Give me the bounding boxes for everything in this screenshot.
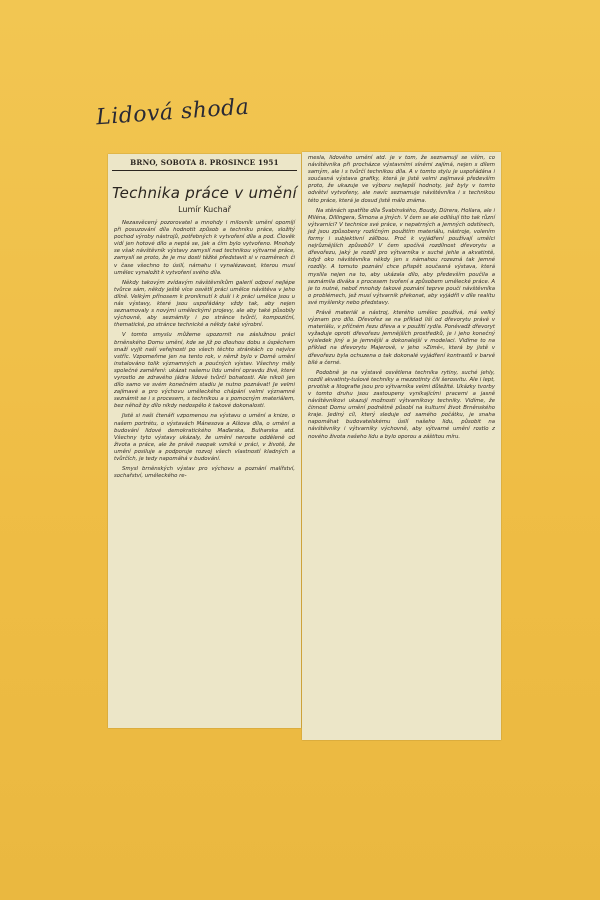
article-paragraph: Právě materiál a nástroj, kterého umělec používá, má velký význam pro dílo. Dřevořez se na příklad liší od dřevorytu právě v materiálu, v příčném řezu dřeva a v použití rydla. Poněvadž dřevoryt vyžaduje oproti dřevořezu jemnějších prostředků, je i jeho konečný výsledek jiný a je jemnější a dokonalejší v modelaci. Vidíme to na příklad na dřevorytu Majerově, v jeho »Zimě«, která by jistě v dřevořezu byla ochuzena o tak dokonalé vyjádření kontrastů v barvě bílé a černé. — [308, 309, 495, 366]
article-headline: Technika práce v umění — [111, 184, 297, 202]
article-paragraph: Podobně je na výstavě osvětlena technika rytiny, suché jehly, rozdíl akvatinty-tušové techniky a mezzotinty čili šerosvitu. Ale i lept, prvotisk a litografie jsou pro výtvarníka velmi důležité. Ukázky tvorby v tomto druhu jsou zastoupeny vynikajícími pracemi a jasně návštěvníkovi ukazují možnosti výtvarníkovy techniky. Vidíme, že činnost Domu umění podnětně působí na kulturní život Brněnského kraje. Jediný cíl, který sleduje od samého počátku, je snaha napomáhat budovatelskému úsilí našeho lidu, působit na návštěvníky i výtvarníky výchovně, aby výtvarné umění rostlo z nového života našeho lidu a bylo oporou a záštitou míru. — [308, 369, 495, 440]
newspaper-clipping-left — [108, 154, 301, 728]
article-body-right — [302, 152, 501, 441]
handwritten-note: Lidová shoda — [95, 94, 251, 131]
article-paragraph: Jistě si naši čtenáři vzpomenou na výstavu o umění a knize, o našem portrétu, o výstavách Mánesova a Alšova díla, o umění a budování lidové demokratického Maďarska, Bulharska atd. Všechny tyto výstavy ukázaly, že umění neroste odděleně od života a práce, ale že právě naopak vzniká v práci, v životě, že umění posiluje a podporuje rozvoj všech vlastností kladných a tvůrčích, je tedy napomáhá v budování. — [114, 413, 295, 462]
article-paragraph: Někdy takovým zvídavým návštěvníkům galerií odpoví nejlépe tvůrce sám, někdy ještě více osvětlí práci umělce návštěva v jeho dílně. Velkým přínosem k proniknutí k duši i k práci umělce jsou u nás výstavy, které jsou uspořádány vždy tak, aby nejen seznamovaly s novými uměleckými projevy, ale aby také působily výchovně, aby seznámily i po stránce tvůrčí, kompoziční, thematické, po stránce technické a někdy také výrobní. — [114, 279, 295, 329]
newspaper-clipping-right — [302, 152, 501, 740]
article-paragraph: Nezasvěcený pozorovatel a mnohdy i milovník umění opomíjí při posuzování díla hodnotit způsob a techniku práce, složitý pochod výroby nástrojů, potřebných k vytvoření díla a pod. Člověk vidí jen hotové dílo a neptá se, jak a čím bylo vytvořeno. Mnohdy se však návštěvník výstavy zamyslí nad technikou výtvarné práce, zamyslí se proto, že je mu dosti těžké představit si v rozměrech či v čase všechno to úsilí, námahu i vynalézavost, kterou musí umělec vynaložit k vytvoření svého díla. — [114, 220, 295, 276]
article-body-left — [108, 220, 301, 480]
article-paragraph: Smysl brněnských výstav pro výchovu a poznání malířství, sochařství, uměleckého re- — [114, 466, 295, 480]
article-paragraph: mesla, lidového umění atd. je v tom, že seznamují se vším, co návštěvníka při procházce výstavními síněmi zajímá, nejen s dílem samým, ale i s tvůrčí technikou díla. A v tomto stylu je uspořádána i současná výstava grafiky, která je jistě velmi zajímavá především proto, že ukazuje ve výboru nejlepší hodnoty, jež byly v tomto odvětví vytvořeny, ale navíc seznamuje návštěvníka i s technikou této práce, která je dosud jistě málo známa. — [308, 155, 495, 204]
article-paragraph: V tomto smyslu můžeme upozornit na záslužnou práci brněnského Domu umění, kde se již po dlouhou dobu s úspěchem snaží vyjít naší veřejnosti po všech těchto stránkách co nejvíce vstříc. Vzpomeňme jen na tento rok, v němž bylo v Domě umění instalováno tolik významných a poučných výstav. Všechny měly společné zaměření: ukázat našemu lidu umění opravdu živé, které vyrostlo ze zdravého jádra lidové tvůrčí bohatosti. Ale nikoli jen dílo samo ve svém konečném stadiu je nutno poznávat! Je velmi zajímavé a pro výchovu uměleckého chápání velmi významné seznámit se i s procesem, s technikou a s pomocným materiálem, bez něhož by dílo nikdy nedospělo k takové dokonalosti. — [114, 332, 295, 410]
article-author: Lumír Kuchař — [178, 205, 231, 214]
article-paragraph: Na stěnách spatříte díla Švabinského, Boudy, Dürera, Hollara, ale i Miléna, Dillingera, Šimona a jiných. V čem se ale odlišují tito tak různí výtvarníci? V technice své práce, v nepatrných a jemných odstínech, jež jsou způsobeny rozličným použitím materiálu, nástroje, volením formy i subjektivní záľibou. Proč k vyjádření používají umělci nejrůznějších způsobů? V čem spočívá rozdílnost dřevorytu a dřevořezu, jaký je rozdíl pro výtvarníka v suché jehle a akvatintě, když oko návštěvníka někdy jen s námahou rozezná tak jemné rozdíly. A tomuto poznání chce přispět současná výstava, která myslila nejen na to, aby ukázala dílo, aby především poučila a seznámila diváka s procesem tvoření a způsobem umělecké práce. A je to nutné, neboť mnohdy takové poznání teprve pouči návštěvníka o problémech, jež musí výtvarník překonat, aby vyjádřil v díle realitu své myšlenky nebo představy. — [308, 207, 495, 306]
dateline: BRNO, SOBOTA 8. PROSINCE 1951 — [112, 154, 297, 171]
